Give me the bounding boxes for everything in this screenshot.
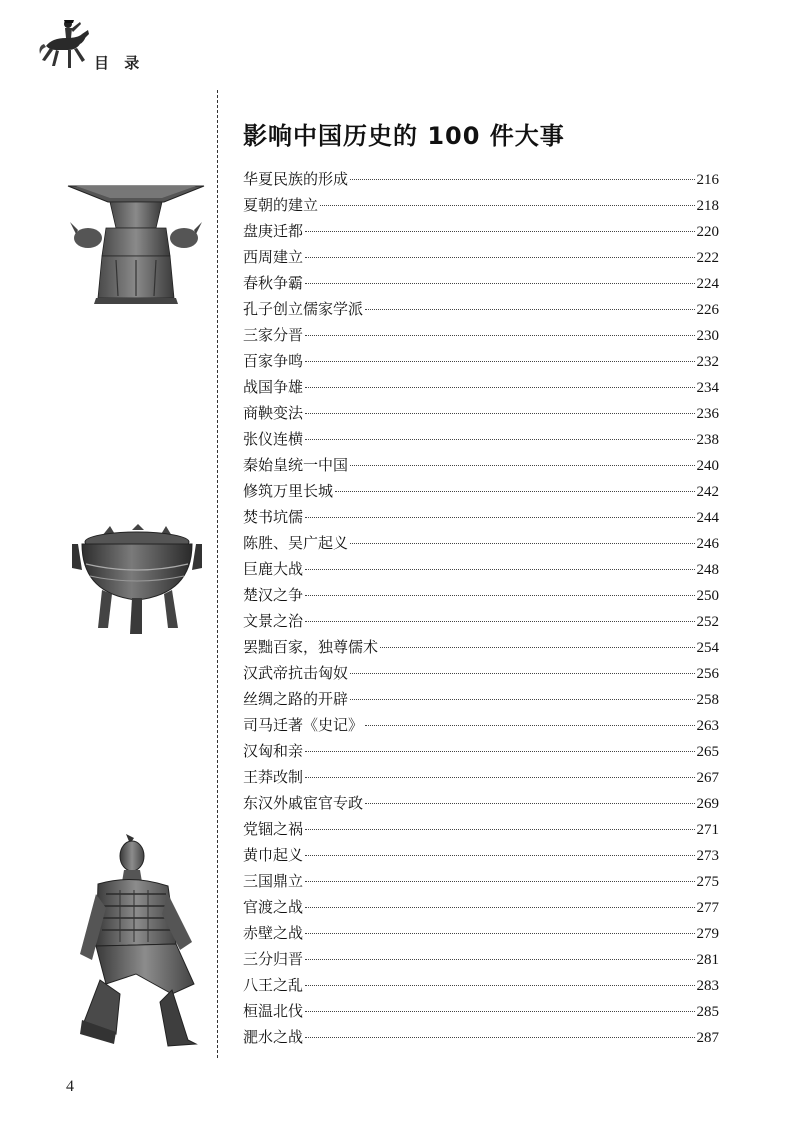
page-number: 4 bbox=[66, 1078, 74, 1095]
toc-entry-page: 273 bbox=[696, 848, 719, 864]
dotted-leader bbox=[320, 205, 694, 206]
toc-entry-title: 孔子创立儒家学派 bbox=[243, 300, 364, 318]
toc-entry-title: 三家分晋 bbox=[243, 326, 304, 344]
page-header bbox=[38, 16, 238, 76]
dotted-leader bbox=[305, 517, 694, 518]
toc-entry-title: 黄巾起义 bbox=[243, 846, 304, 864]
toc-entry-page: 244 bbox=[696, 510, 719, 526]
toc-entry-page: 252 bbox=[696, 614, 719, 630]
dotted-leader bbox=[350, 465, 694, 466]
dotted-leader bbox=[305, 855, 694, 856]
dotted-leader bbox=[305, 283, 694, 284]
toc-entry[interactable] bbox=[243, 972, 719, 998]
toc-entry-page: 226 bbox=[696, 302, 719, 318]
toc-entry-title: 东汉外戚宦官专政 bbox=[243, 794, 364, 812]
dotted-leader bbox=[305, 829, 694, 830]
toc-entry[interactable] bbox=[243, 322, 719, 348]
toc-entry-title: 党锢之祸 bbox=[243, 820, 304, 838]
toc-entry-title: 商鞅变法 bbox=[243, 404, 304, 422]
toc-entry[interactable] bbox=[243, 400, 719, 426]
toc-entry[interactable] bbox=[243, 608, 719, 634]
toc-entry-page: 246 bbox=[696, 536, 719, 552]
toc-entry-page: 236 bbox=[696, 406, 719, 422]
dotted-leader bbox=[305, 959, 694, 960]
toc-entry-title: 春秋争霸 bbox=[243, 274, 304, 292]
toc-entry[interactable] bbox=[243, 478, 719, 504]
toc-entry-page: 250 bbox=[696, 588, 719, 604]
toc-entry-title: 陈胜、吴广起义 bbox=[243, 534, 349, 552]
toc-entry[interactable] bbox=[243, 556, 719, 582]
toc-entry[interactable] bbox=[243, 634, 719, 660]
toc-entry-title: 修筑万里长城 bbox=[243, 482, 334, 500]
dotted-leader bbox=[305, 933, 694, 934]
dotted-leader bbox=[335, 491, 694, 492]
toc-entry[interactable] bbox=[243, 790, 719, 816]
toc-entry[interactable] bbox=[243, 1024, 719, 1050]
toc-entry[interactable] bbox=[243, 192, 719, 218]
table-of-contents bbox=[243, 166, 719, 1050]
toc-entry[interactable] bbox=[243, 218, 719, 244]
toc-entry[interactable] bbox=[243, 348, 719, 374]
toc-entry-page: 287 bbox=[696, 1030, 719, 1046]
toc-entry-title: 文景之治 bbox=[243, 612, 304, 630]
toc-entry-page: 224 bbox=[696, 276, 719, 292]
toc-entry-title: 赤壁之战 bbox=[243, 924, 304, 942]
dotted-leader bbox=[365, 725, 694, 726]
toc-entry-title: 罢黜百家，独尊儒术 bbox=[243, 638, 379, 656]
toc-entry-title: 百家争鸣 bbox=[243, 352, 304, 370]
toc-entry-title: 八王之乱 bbox=[243, 976, 304, 994]
toc-entry-title: 三分归晋 bbox=[243, 950, 304, 968]
dotted-leader bbox=[305, 413, 694, 414]
toc-entry[interactable] bbox=[243, 764, 719, 790]
toc-entry-page: 248 bbox=[696, 562, 719, 578]
toc-entry-title: 西周建立 bbox=[243, 248, 304, 266]
toc-entry-page: 232 bbox=[696, 354, 719, 370]
toc-entry-title: 淝水之战 bbox=[243, 1028, 304, 1046]
toc-entry[interactable] bbox=[243, 452, 719, 478]
bronze-zun-vessel-icon bbox=[66, 168, 206, 308]
toc-entry-title: 巨鹿大战 bbox=[243, 560, 304, 578]
toc-entry[interactable] bbox=[243, 816, 719, 842]
dotted-leader bbox=[305, 257, 694, 258]
toc-entry-page: 271 bbox=[696, 822, 719, 838]
dotted-leader bbox=[305, 1037, 694, 1038]
dotted-leader bbox=[380, 647, 694, 648]
toc-entry[interactable] bbox=[243, 998, 719, 1024]
section-title: 影响中国历史的 100 件大事 bbox=[243, 122, 565, 150]
dotted-leader bbox=[350, 179, 694, 180]
dotted-leader bbox=[305, 881, 694, 882]
toc-entry[interactable] bbox=[243, 504, 719, 530]
toc-entry[interactable] bbox=[243, 894, 719, 920]
toc-entry[interactable] bbox=[243, 920, 719, 946]
toc-entry-page: 230 bbox=[696, 328, 719, 344]
toc-entry-title: 桓温北伐 bbox=[243, 1002, 304, 1020]
dotted-leader bbox=[305, 231, 694, 232]
toc-entry-page: 283 bbox=[696, 978, 719, 994]
toc-entry[interactable] bbox=[243, 686, 719, 712]
dotted-leader bbox=[305, 595, 694, 596]
dotted-leader bbox=[305, 387, 694, 388]
vertical-dashed-divider bbox=[217, 90, 218, 1058]
dotted-leader bbox=[305, 751, 694, 752]
toc-entry[interactable] bbox=[243, 712, 719, 738]
bronze-ding-cauldron-icon bbox=[72, 524, 202, 639]
toc-entry[interactable] bbox=[243, 166, 719, 192]
toc-entry-page: 269 bbox=[696, 796, 719, 812]
dotted-leader bbox=[305, 439, 694, 440]
horse-rider-icon bbox=[38, 16, 90, 72]
toc-entry-page: 218 bbox=[696, 198, 719, 214]
toc-entry-page: 279 bbox=[696, 926, 719, 942]
toc-entry-page: 285 bbox=[696, 1004, 719, 1020]
dotted-leader bbox=[350, 673, 694, 674]
toc-entry-title: 焚书坑儒 bbox=[243, 508, 304, 526]
toc-entry-page: 216 bbox=[696, 172, 719, 188]
dotted-leader bbox=[305, 621, 694, 622]
toc-entry-page: 242 bbox=[696, 484, 719, 500]
toc-entry-title: 三国鼎立 bbox=[243, 872, 304, 890]
toc-entry[interactable] bbox=[243, 244, 719, 270]
toc-entry[interactable] bbox=[243, 530, 719, 556]
toc-entry[interactable] bbox=[243, 946, 719, 972]
toc-entry-page: 265 bbox=[696, 744, 719, 760]
toc-entry[interactable] bbox=[243, 842, 719, 868]
toc-entry-page: 234 bbox=[696, 380, 719, 396]
toc-entry[interactable] bbox=[243, 270, 719, 296]
toc-entry-title: 夏朝的建立 bbox=[243, 196, 319, 214]
toc-entry-title: 战国争雄 bbox=[243, 378, 304, 396]
toc-entry[interactable] bbox=[243, 426, 719, 452]
header-title: 目 录 bbox=[94, 54, 145, 72]
toc-entry-page: 281 bbox=[696, 952, 719, 968]
dotted-leader bbox=[350, 543, 694, 544]
toc-entry-page: 258 bbox=[696, 692, 719, 708]
toc-entry-title: 盘庚迁都 bbox=[243, 222, 304, 240]
toc-entry-title: 秦始皇统一中国 bbox=[243, 456, 349, 474]
toc-entry[interactable] bbox=[243, 374, 719, 400]
dotted-leader bbox=[305, 907, 694, 908]
toc-entry-page: 263 bbox=[696, 718, 719, 734]
toc-entry-title: 司马迁著《史记》 bbox=[243, 716, 364, 734]
toc-entry-title: 华夏民族的形成 bbox=[243, 170, 349, 188]
toc-entry-page: 240 bbox=[696, 458, 719, 474]
dotted-leader bbox=[365, 309, 694, 310]
toc-entry-page: 275 bbox=[696, 874, 719, 890]
toc-entry-title: 张仪连横 bbox=[243, 430, 304, 448]
toc-entry-title: 王莽改制 bbox=[243, 768, 304, 786]
toc-entry-page: 238 bbox=[696, 432, 719, 448]
toc-entry-page: 277 bbox=[696, 900, 719, 916]
dotted-leader bbox=[305, 361, 694, 362]
toc-entry[interactable] bbox=[243, 296, 719, 322]
toc-entry[interactable] bbox=[243, 582, 719, 608]
toc-entry-title: 丝绸之路的开辟 bbox=[243, 690, 349, 708]
toc-entry-title: 汉匈和亲 bbox=[243, 742, 304, 760]
toc-entry[interactable] bbox=[243, 868, 719, 894]
toc-entry-page: 220 bbox=[696, 224, 719, 240]
dotted-leader bbox=[350, 699, 694, 700]
dotted-leader bbox=[305, 335, 694, 336]
dotted-leader bbox=[305, 1011, 694, 1012]
toc-entry-title: 汉武帝抗击匈奴 bbox=[243, 664, 349, 682]
dotted-leader bbox=[305, 569, 694, 570]
toc-entry-title: 楚汉之争 bbox=[243, 586, 304, 604]
toc-entry[interactable] bbox=[243, 660, 719, 686]
terracotta-warrior-icon bbox=[76, 834, 200, 1054]
toc-entry-page: 256 bbox=[696, 666, 719, 682]
dotted-leader bbox=[365, 803, 694, 804]
toc-entry-page: 267 bbox=[696, 770, 719, 786]
toc-entry[interactable] bbox=[243, 738, 719, 764]
toc-entry-title: 官渡之战 bbox=[243, 898, 304, 916]
dotted-leader bbox=[305, 985, 694, 986]
toc-entry-page: 254 bbox=[696, 640, 719, 656]
dotted-leader bbox=[305, 777, 694, 778]
toc-entry-page: 222 bbox=[696, 250, 719, 266]
